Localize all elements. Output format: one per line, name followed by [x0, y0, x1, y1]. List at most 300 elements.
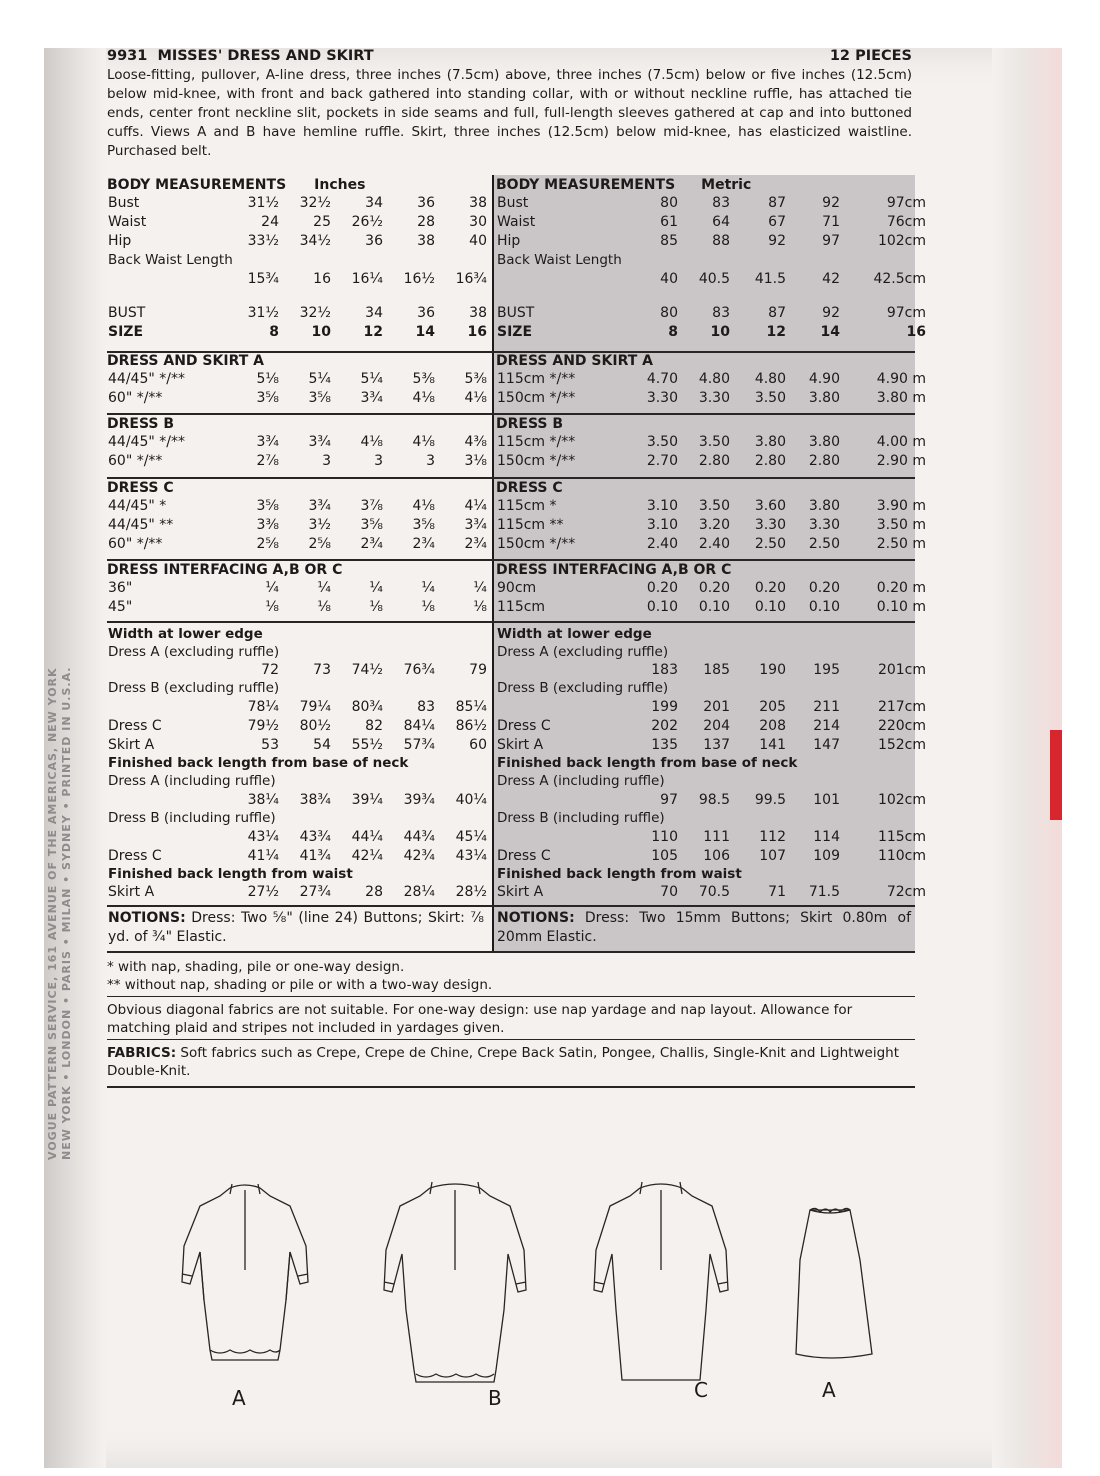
table-cell: 30	[469, 214, 487, 230]
table-cell: 42¾	[403, 848, 435, 864]
table-cell: ⅛	[265, 599, 279, 615]
table-cell: 97	[822, 233, 840, 249]
table-cell: 24	[261, 214, 279, 230]
table-cell: ¼	[421, 580, 435, 596]
table-cell: 2.80	[698, 453, 730, 469]
value-row	[622, 884, 926, 903]
row-caption: Dress A (excluding ruffle)	[497, 644, 669, 660]
measurement-table	[107, 175, 926, 955]
section-heading	[496, 177, 751, 196]
table-cell: 39¼	[351, 792, 383, 808]
table-cell: 82	[365, 718, 383, 734]
fabrics-note	[107, 1044, 915, 1080]
table-cell: 12	[766, 324, 786, 340]
value-row	[622, 305, 926, 324]
table-cell: 31½	[247, 305, 279, 321]
table-cell: 3¾	[308, 434, 331, 450]
row-caption: Back Waist Length	[108, 252, 233, 268]
section-heading-text: BODY MEASUREMENTS	[107, 177, 287, 193]
table-cell: 3.20	[698, 517, 730, 533]
table-cell: 204	[703, 718, 730, 734]
table-cell: 112	[759, 829, 786, 845]
table-cell: 72	[261, 662, 279, 678]
table-cell: 107	[759, 848, 786, 864]
table-cell: 27½	[247, 884, 279, 900]
row-label: 44/45" */**	[108, 434, 185, 450]
table-cell: 32½	[299, 195, 331, 211]
table-cell: 76cm	[886, 214, 926, 230]
table-cell: 79¼	[299, 699, 331, 715]
table-cell: 5⅜	[412, 371, 435, 387]
table-cell: 28	[365, 884, 383, 900]
row-label: 44/45" *	[108, 498, 167, 514]
table-cell: 38¼	[247, 792, 279, 808]
table-cell: 41.5	[754, 271, 786, 287]
skirt-a-label: A	[822, 1378, 836, 1402]
table-cell: 42¼	[351, 848, 383, 864]
value-row	[622, 848, 926, 867]
value-row	[622, 662, 926, 681]
table-cell: 71	[822, 214, 840, 230]
notes-rule	[107, 1086, 915, 1088]
value-row	[622, 390, 926, 409]
table-cell: 3.80	[754, 434, 786, 450]
table-cell: 2⅝	[256, 536, 279, 552]
row-caption: Dress B (including ruffle)	[497, 810, 665, 826]
table-cell: 97	[660, 792, 678, 808]
table-cell: 71	[768, 884, 786, 900]
table-cell: 3¾	[360, 390, 383, 406]
row-label: 44/45" */**	[108, 371, 185, 387]
table-cell: 208	[759, 718, 786, 734]
table-cell: 4⅜	[464, 434, 487, 450]
table-cell: ¼	[473, 580, 487, 596]
table-cell: 83	[417, 699, 435, 715]
table-cell: 42.5cm	[873, 271, 926, 287]
row-label: 60" */**	[108, 536, 163, 552]
view-b-label: B	[488, 1386, 502, 1410]
metric-column	[107, 175, 926, 955]
section-heading-text: DRESS B	[107, 416, 175, 432]
table-cell: 3¾	[464, 517, 487, 533]
table-cell: 27¾	[299, 884, 331, 900]
value-row	[622, 434, 926, 453]
notions-label: NOTIONS:	[108, 910, 186, 926]
nap-note: * with nap, shading, pile or one-way design.	[107, 959, 405, 975]
table-cell: 3.80	[808, 390, 840, 406]
table-cell: 102cm	[877, 792, 926, 808]
row-label: Dress C	[108, 848, 162, 864]
table-cell: 3	[374, 453, 383, 469]
table-cell: 3	[322, 453, 331, 469]
table-cell: 83	[712, 195, 730, 211]
value-row	[622, 233, 926, 252]
dress-a-drawing	[182, 1184, 308, 1360]
table-cell: 0.20	[698, 580, 730, 596]
unit-label: Inches	[314, 177, 366, 193]
value-row	[622, 580, 926, 599]
table-cell: 79	[469, 662, 487, 678]
table-cell: 5¼	[360, 371, 383, 387]
table-cell: 8	[668, 324, 678, 340]
row-label: 115cm */**	[497, 434, 576, 450]
table-cell: 86½	[455, 718, 487, 734]
table-cell: 190	[759, 662, 786, 678]
spine-imprint	[46, 300, 76, 1160]
value-row	[622, 718, 926, 737]
table-cell: 3.90 m	[876, 498, 926, 514]
table-cell: 80	[660, 195, 678, 211]
table-cell: 88	[712, 233, 730, 249]
table-cell: 16¾	[455, 271, 487, 287]
row-caption: Finished back length from waist	[497, 866, 742, 882]
value-row	[622, 195, 926, 214]
table-cell: 114	[813, 829, 840, 845]
table-cell: 3⅝	[256, 498, 279, 514]
row-label: Skirt A	[108, 884, 155, 900]
table-cell: 97cm	[886, 305, 926, 321]
table-cell: 3⅝	[412, 517, 435, 533]
dress-b-drawing	[384, 1182, 526, 1382]
value-row	[622, 214, 926, 233]
table-cell: 32½	[299, 305, 331, 321]
table-cell: 3.50	[698, 498, 730, 514]
table-cell: 0.20	[808, 580, 840, 596]
table-cell: 36	[417, 195, 435, 211]
table-cell: 102cm	[877, 233, 926, 249]
table-cell: 16	[906, 324, 926, 340]
table-cell: 8	[269, 324, 279, 340]
table-cell: 141	[759, 737, 786, 753]
table-cell: 98.5	[698, 792, 730, 808]
table-cell: 3.80	[808, 434, 840, 450]
table-cell: 101	[813, 792, 840, 808]
notions-label: NOTIONS:	[497, 910, 575, 926]
notions-text: Dress: Two 15mm Buttons; Skirt 0.80m of 20mm Elastic.	[497, 910, 911, 945]
table-cell: 39¾	[403, 792, 435, 808]
table-cell: 2¾	[360, 536, 383, 552]
table-cell: 4.80	[698, 371, 730, 387]
table-cell: 16	[467, 324, 487, 340]
table-cell: ¼	[265, 580, 279, 596]
table-cell: 80	[660, 305, 678, 321]
row-label: BUST	[108, 305, 146, 321]
row-label: BUST	[497, 305, 535, 321]
table-cell: 3.50 m	[876, 517, 926, 533]
row-label: Dress C	[497, 848, 551, 864]
table-cell: 2.50	[808, 536, 840, 552]
table-cell: 3.80 m	[876, 390, 926, 406]
table-cell: 53	[261, 737, 279, 753]
notes-rule	[107, 1039, 915, 1040]
table-cell: 2.40	[646, 536, 678, 552]
table-cell: 3⅝	[256, 390, 279, 406]
table-cell: 10	[311, 324, 331, 340]
pattern-title-line	[107, 48, 374, 64]
table-cell: 87	[768, 195, 786, 211]
value-row	[622, 599, 926, 618]
section-heading-text: DRESS C	[496, 480, 563, 496]
table-cell: 3.50	[698, 434, 730, 450]
table-cell: 201	[703, 699, 730, 715]
table-cell: 4.00 m	[876, 434, 926, 450]
row-label: Waist	[108, 214, 147, 230]
row-caption: Finished back length from base of neck	[497, 755, 798, 771]
row-label: Waist	[497, 214, 536, 230]
section-heading-text: DRESS INTERFACING A,B OR C	[496, 562, 732, 578]
row-label: 90cm	[497, 580, 537, 596]
row-caption: Back Waist Length	[497, 252, 622, 268]
table-cell: ⅛	[473, 599, 487, 615]
section-heading	[496, 416, 563, 435]
table-cell: 79½	[247, 718, 279, 734]
table-cell: 3½	[308, 517, 331, 533]
table-cell: 3.30	[698, 390, 730, 406]
table-cell: 5⅜	[464, 371, 487, 387]
table-cell: 199	[651, 699, 678, 715]
section-heading-text: DRESS INTERFACING A,B OR C	[107, 562, 343, 578]
notions-text: Dress: Two ⅝" (line 24) Buttons; Skirt: ⅞ yd. of ¾" Elastic.	[108, 910, 484, 945]
table-cell: 38¾	[299, 792, 331, 808]
table-cell: 92	[768, 233, 786, 249]
value-row	[622, 792, 926, 811]
table-cell: 31½	[247, 195, 279, 211]
unit-label: Metric	[701, 177, 752, 193]
table-cell: 109	[813, 848, 840, 864]
table-cell: 57¾	[403, 737, 435, 753]
table-cell: 38	[417, 233, 435, 249]
row-caption: Dress B (including ruffle)	[108, 810, 276, 826]
table-cell: 85¼	[455, 699, 487, 715]
row-label: Dress C	[108, 718, 162, 734]
table-cell: 106	[703, 848, 730, 864]
row-label: 36"	[108, 580, 133, 596]
table-cell: 0.20	[646, 580, 678, 596]
table-cell: 2¾	[412, 536, 435, 552]
row-label: 44/45" **	[108, 517, 174, 533]
notions	[497, 909, 911, 947]
table-cell: 3.80	[808, 498, 840, 514]
table-cell: 74½	[351, 662, 383, 678]
table-cell: 85	[660, 233, 678, 249]
table-cell: 34½	[299, 233, 331, 249]
table-cell: 70	[660, 884, 678, 900]
table-cell: 147	[813, 737, 840, 753]
without-nap-note: ** without nap, shading or pile or with a two-way design.	[107, 977, 493, 993]
table-cell: 3⅜	[256, 517, 279, 533]
row-label: Bust	[497, 195, 529, 211]
section-heading	[496, 353, 653, 372]
table-cell: 111	[703, 829, 730, 845]
table-cell: 61	[660, 214, 678, 230]
pattern-title: MISSES' DRESS AND SKIRT	[157, 48, 374, 64]
row-label: 115cm *	[497, 498, 557, 514]
table-cell: 183	[651, 662, 678, 678]
table-cell: 44¾	[403, 829, 435, 845]
table-cell: 214	[813, 718, 840, 734]
row-caption: Width at lower edge	[497, 626, 652, 642]
table-cell: 201cm	[877, 662, 926, 678]
value-row	[622, 498, 926, 517]
table-cell: 34	[365, 195, 383, 211]
table-cell: 41¾	[299, 848, 331, 864]
table-cell: 0.10	[646, 599, 678, 615]
table-cell: 3⅝	[360, 517, 383, 533]
table-cell: 44¼	[351, 829, 383, 845]
table-cell: 3.50	[646, 434, 678, 450]
table-cell: 2⅞	[256, 453, 279, 469]
table-cell: 28¼	[403, 884, 435, 900]
table-cell: 2⅝	[308, 536, 331, 552]
table-cell: 54	[313, 737, 331, 753]
row-label: 150cm */**	[497, 453, 576, 469]
table-cell: 2.90 m	[876, 453, 926, 469]
table-cell: 4⅛	[412, 498, 435, 514]
fabrics-text: Soft fabrics such as Crepe, Crepe de Chine, Crepe Back Satin, Pongee, Challis, Single-Knit and Lightweight Double-Knit.	[107, 1045, 899, 1079]
table-cell: 16½	[403, 271, 435, 287]
table-cell: 205	[759, 699, 786, 715]
table-cell: 40¼	[455, 792, 487, 808]
table-cell: 15¾	[247, 271, 279, 287]
section-heading-text: DRESS C	[107, 480, 174, 496]
row-label: 115cm **	[497, 517, 564, 533]
table-cell: 2.40	[698, 536, 730, 552]
table-cell: 2.80	[754, 453, 786, 469]
row-label: 60" */**	[108, 390, 163, 406]
table-cell: 211	[813, 699, 840, 715]
spine-line-2: NEW YORK • LONDON • PARIS • MILAN • SYDNEY • PRINTED IN U.S.A.	[60, 666, 73, 1160]
table-cell: 195	[813, 662, 840, 678]
table-cell: 4.70	[646, 371, 678, 387]
table-cell: 3.30	[808, 517, 840, 533]
table-cell: 2¾	[464, 536, 487, 552]
table-cell: 4⅛	[412, 390, 435, 406]
table-cell: 110	[651, 829, 678, 845]
table-cell: 28½	[455, 884, 487, 900]
table-cell: 3⅞	[360, 498, 383, 514]
table-cell: 41¼	[247, 848, 279, 864]
table-cell: 33½	[247, 233, 279, 249]
row-label: SIZE	[108, 324, 144, 340]
table-cell: 71.5	[808, 884, 840, 900]
value-row	[622, 271, 926, 290]
pattern-number: 9931	[107, 48, 148, 64]
fabric-notes	[107, 958, 915, 1092]
value-row	[622, 829, 926, 848]
section-heading-text: DRESS AND SKIRT A	[496, 353, 653, 369]
table-cell: 3.30	[646, 390, 678, 406]
table-cell: 84¼	[403, 718, 435, 734]
table-cell: 42	[822, 271, 840, 287]
view-illustrations	[160, 1150, 920, 1410]
table-cell: 14	[820, 324, 840, 340]
table-cell: 10	[710, 324, 730, 340]
row-label: 115cm */**	[497, 371, 576, 387]
row-caption: Dress A (including ruffle)	[108, 773, 276, 789]
row-caption: Dress B (excluding ruffle)	[108, 680, 280, 696]
table-cell: ⅛	[317, 599, 331, 615]
value-row	[622, 536, 926, 555]
row-label: Skirt A	[497, 737, 544, 753]
table-cell: 105	[651, 848, 678, 864]
diagonal-note: Obvious diagonal fabrics are not suitable. For one-way design: use nap yardage and nap layout. Allowance for matching plaid and stripes not included in yardages given.	[107, 1002, 853, 1036]
table-cell: 38	[469, 305, 487, 321]
table-cell: 5¼	[308, 371, 331, 387]
table-cell: 3¾	[256, 434, 279, 450]
table-cell: 16¼	[351, 271, 383, 287]
table-cell: 40	[660, 271, 678, 287]
table-cell: 25	[313, 214, 331, 230]
table-cell: 2.50 m	[876, 536, 926, 552]
table-cell: 3¾	[308, 498, 331, 514]
value-row	[622, 371, 926, 390]
table-cell: 2.50	[754, 536, 786, 552]
table-cell: 73	[313, 662, 331, 678]
table-cell: 12	[363, 324, 383, 340]
table-cell: 152cm	[877, 737, 926, 753]
table-cell: 4⅛	[360, 434, 383, 450]
table-cell: 40.5	[698, 271, 730, 287]
table-cell: 4⅛	[412, 434, 435, 450]
table-cell: 60	[469, 737, 487, 753]
table-cell: 3.10	[646, 517, 678, 533]
section-heading-text: BODY MEASUREMENTS	[496, 177, 676, 193]
table-cell: 16	[313, 271, 331, 287]
table-cell: 220cm	[877, 718, 926, 734]
row-label: 45"	[108, 599, 133, 615]
table-cell: 80¾	[351, 699, 383, 715]
table-cell: 80½	[299, 718, 331, 734]
table-cell: 110cm	[877, 848, 926, 864]
row-label: Skirt A	[108, 737, 155, 753]
row-label: 150cm */**	[497, 536, 576, 552]
table-cell: 70.5	[698, 884, 730, 900]
table-cell: 202	[651, 718, 678, 734]
table-cell: 4.90 m	[876, 371, 926, 387]
table-cell: 40	[469, 233, 487, 249]
table-cell: 67	[768, 214, 786, 230]
table-cell: 92	[822, 305, 840, 321]
table-cell: 55½	[351, 737, 383, 753]
table-cell: 0.10 m	[876, 599, 926, 615]
table-cell: ¼	[317, 580, 331, 596]
value-row	[622, 453, 926, 472]
table-cell: 87	[768, 305, 786, 321]
row-label: Bust	[108, 195, 140, 211]
table-cell: 0.20 m	[876, 580, 926, 596]
table-cell: 185	[703, 662, 730, 678]
table-cell: 0.20	[754, 580, 786, 596]
table-cell: 217cm	[877, 699, 926, 715]
table-cell: 135	[651, 737, 678, 753]
table-cell: ¼	[369, 580, 383, 596]
table-cell: 3.50	[754, 390, 786, 406]
skirt-a-drawing	[796, 1208, 872, 1358]
row-label: SIZE	[497, 324, 533, 340]
table-cell: 2.80	[808, 453, 840, 469]
table-cell: 34	[365, 305, 383, 321]
table-cell: 64	[712, 214, 730, 230]
row-label: 150cm */**	[497, 390, 576, 406]
table-cell: 14	[415, 324, 435, 340]
row-caption: Dress A (excluding ruffle)	[108, 644, 280, 660]
row-caption: Finished back length from base of neck	[108, 755, 409, 771]
table-cell: 36	[365, 233, 383, 249]
notes-rule	[107, 996, 915, 997]
row-label: Hip	[108, 233, 132, 249]
value-row	[622, 737, 926, 756]
section-heading-text: DRESS AND SKIRT A	[107, 353, 264, 369]
